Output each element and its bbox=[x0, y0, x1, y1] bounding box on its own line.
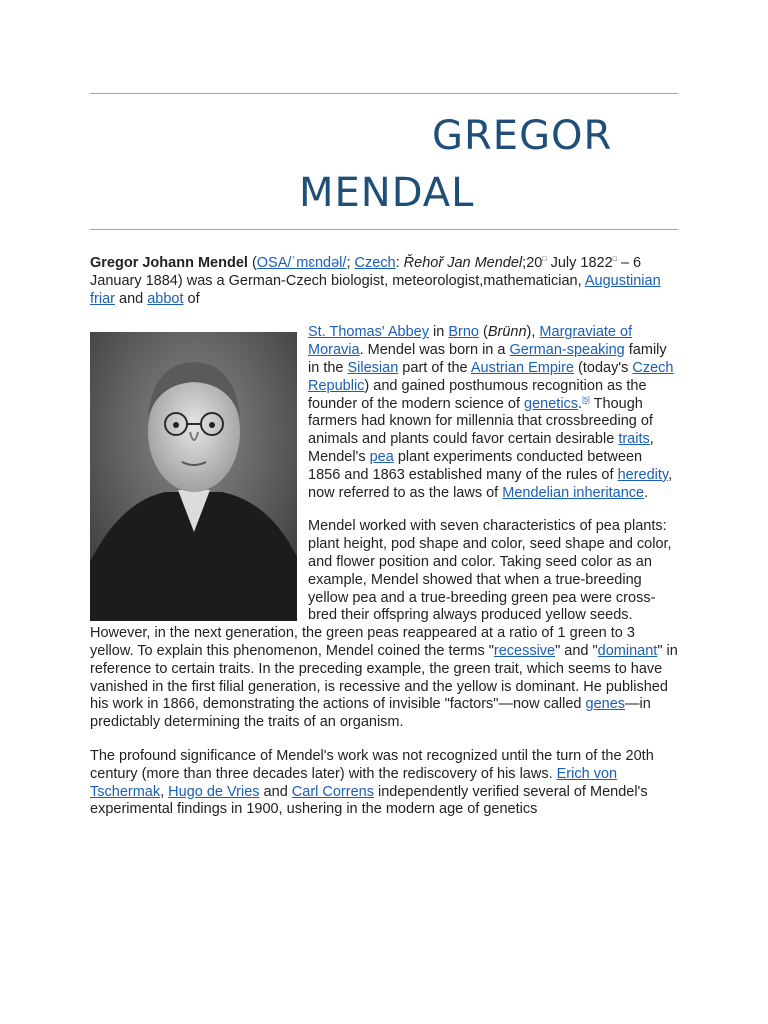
link-osa[interactable]: OSA bbox=[256, 255, 288, 271]
link-czech[interactable]: Czech bbox=[354, 255, 396, 271]
link-carl-correns[interactable]: Carl Correns bbox=[291, 783, 374, 800]
text: July 1822 bbox=[546, 255, 613, 271]
article-body bbox=[90, 255, 678, 835]
link-silesian[interactable]: Silesian bbox=[347, 359, 399, 376]
czech-name: Řehoř Jan Mendel bbox=[403, 255, 523, 271]
text: – 6 January 1884) was a German-Czech biologist, meteorologist,mathematician, bbox=[90, 255, 642, 289]
link-mendelian-inheritance[interactable]: Mendelian inheritance bbox=[502, 484, 645, 501]
bottom-rule bbox=[90, 229, 678, 230]
text: ;20 bbox=[522, 255, 543, 271]
text: family in the bbox=[308, 342, 667, 376]
portrait-photo bbox=[90, 332, 297, 621]
text: ; bbox=[346, 255, 355, 271]
text: of bbox=[183, 290, 200, 307]
text: " and " bbox=[555, 642, 598, 659]
text: part of the bbox=[398, 359, 471, 376]
footnote-marker[interactable]: □ bbox=[542, 256, 547, 264]
link-augustinian[interactable]: Augustinian bbox=[584, 272, 661, 289]
text: . bbox=[578, 395, 583, 412]
text: ( bbox=[478, 324, 488, 341]
link-czech-republic[interactable]: Czech Republic bbox=[308, 359, 674, 394]
footnote-marker[interactable]: □ bbox=[612, 256, 617, 264]
text: , now referred to as the laws of bbox=[308, 466, 673, 501]
link-brno[interactable]: Brno bbox=[448, 324, 479, 341]
link-traits[interactable]: traits bbox=[618, 431, 650, 448]
link-abbot[interactable]: abbot bbox=[147, 290, 184, 307]
text: plant experiments conducted between 1856 and 1863 established many of the rules of bbox=[308, 448, 643, 483]
text: ( bbox=[247, 255, 257, 271]
text: The profound significance of Mendel's work was not recognized until the turn of the 20th century (more than three decades later) with the rediscovery of his laws. bbox=[90, 747, 654, 782]
link-austrian-empire[interactable]: Austrian Empire bbox=[470, 359, 574, 376]
link-hugo-de-vries[interactable]: Hugo de Vries bbox=[168, 783, 260, 800]
text: , bbox=[160, 783, 169, 800]
footnote-5[interactable]: [5] bbox=[582, 396, 590, 404]
link-recessive[interactable]: recessive bbox=[493, 642, 556, 659]
link-margraviate[interactable]: Margraviate of Moravia bbox=[308, 324, 633, 359]
paragraph-intro bbox=[90, 255, 678, 308]
portrait-image bbox=[90, 332, 297, 621]
text: (today's bbox=[574, 359, 633, 376]
text: ) and gained posthumous recognition as the founder of the modern science of bbox=[308, 377, 647, 412]
link-friar[interactable]: friar bbox=[90, 290, 115, 307]
text: Though farmers had known for millennia that crossbreeding of animals and plants could favor certain desirable bbox=[308, 395, 653, 448]
text: : bbox=[395, 255, 404, 271]
link-dominant[interactable]: dominant bbox=[597, 642, 658, 659]
text: . bbox=[644, 484, 649, 501]
link-ipa[interactable]: /ˈmɛndəl/ bbox=[287, 255, 347, 271]
page-title-line1: GREGOR bbox=[432, 113, 613, 159]
text: . Mendel was born in a bbox=[359, 342, 510, 359]
link-genetics[interactable]: genetics bbox=[524, 395, 579, 412]
text: " in reference to certain traits. In the preceding example, the green trait, which seems to have vanished in the first filial generation, is recessive and the yellow is dominant. He published his work in 1866, demonstrating the actions of invisible "factors"—now called bbox=[90, 642, 678, 713]
text: ), bbox=[526, 324, 540, 341]
link-genes[interactable]: genes bbox=[585, 696, 626, 713]
text: in bbox=[428, 324, 449, 341]
text: independently verified several of Mendel's experimental findings in 1900, ushering in the modern age of genetics bbox=[90, 783, 648, 818]
subject-name: Gregor Johann Mendel bbox=[90, 255, 248, 271]
top-rule bbox=[90, 93, 678, 94]
text: and bbox=[114, 290, 148, 307]
page-title-line2: MENDAL bbox=[299, 170, 475, 216]
text: , Mendel's bbox=[308, 431, 654, 465]
text: Mendel worked with seven characteristics of pea plants: plant height, pod shape and color, seed shape and color, and flower position and color. Taking seed color as an example, Mendel showed that when a true-breeding yellow pea and a true-breeding green pea were cross-bred their offspring always produced yellow seeds. However, in the next generation, the green peas reappeared at a ratio of 1 green to 3 yellow. To explain this phenomenon, Mendel coined the terms " bbox=[90, 518, 672, 659]
link-heredity[interactable]: heredity bbox=[617, 466, 669, 483]
text: and bbox=[259, 783, 292, 800]
link-erich-von-tschermak[interactable]: Erich von Tschermak bbox=[90, 765, 618, 800]
link-st-thomas-abbey[interactable]: St. Thomas' Abbey bbox=[308, 324, 429, 341]
text: —in predictably determining the traits of an organism. bbox=[90, 696, 651, 731]
paragraph-significance bbox=[90, 748, 678, 819]
link-pea[interactable]: pea bbox=[369, 448, 394, 465]
brunn: Brünn bbox=[487, 324, 527, 341]
link-german-speaking[interactable]: German-speaking bbox=[509, 342, 625, 359]
